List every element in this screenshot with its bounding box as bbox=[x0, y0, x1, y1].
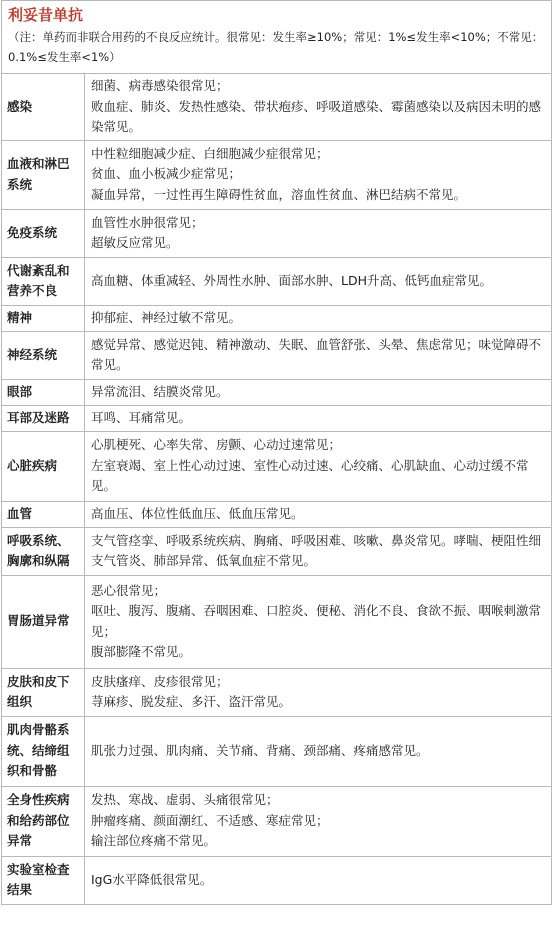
description-line: 抑郁症、神经过敏不常见。 bbox=[91, 309, 242, 325]
description-line: 支气管痉挛、呼吸系统疾病、胸痛、呼吸困难、咳嗽、鼻炎常见。哮喘、梗阻性细支气管炎、肺部异常、低氧血症不常见。 bbox=[91, 532, 542, 568]
table-row bbox=[2, 209, 552, 257]
table-row bbox=[2, 140, 552, 209]
category-cell: 呼吸系统、胸廓和纵隔 bbox=[2, 527, 85, 575]
table-row bbox=[2, 74, 552, 141]
description-line: 异常流泪、结膜炎常见。 bbox=[91, 383, 229, 399]
description-line: 肌张力过强、肌肉痛、关节痛、背痛、颈部痛、疼痛感常见。 bbox=[91, 742, 429, 758]
category-cell: 血液和淋巴系统 bbox=[2, 140, 85, 209]
category-cell: 实验室检查结果 bbox=[2, 856, 85, 904]
description-cell bbox=[85, 140, 552, 209]
document-header bbox=[1, 0, 552, 73]
description-line: 恶心很常见； bbox=[91, 582, 167, 598]
description-line: IgG水平降低很常见。 bbox=[91, 871, 213, 887]
category-cell: 感染 bbox=[2, 74, 85, 141]
category-cell: 皮肤和皮下组织 bbox=[2, 668, 85, 716]
description-line: 皮肤瘙痒、皮疹很常见； bbox=[91, 673, 229, 689]
category-cell: 免疫系统 bbox=[2, 209, 85, 257]
category-cell: 眼部 bbox=[2, 379, 85, 405]
category-cell: 肌肉骨骼系统、结缔组织和骨骼 bbox=[2, 716, 85, 786]
table-row bbox=[2, 257, 552, 305]
table-row bbox=[2, 405, 552, 431]
table-row bbox=[2, 501, 552, 527]
description-cell bbox=[85, 501, 552, 527]
description-cell bbox=[85, 786, 552, 856]
description-line: 荨麻疹、脱发症、多汗、盗汗常见。 bbox=[91, 694, 292, 709]
description-cell bbox=[85, 331, 552, 379]
description-cell bbox=[85, 856, 552, 904]
description-cell bbox=[85, 209, 552, 257]
description-cell bbox=[85, 431, 552, 501]
frequency-note: （注：单药而非联合用药的不良反应统计。很常见：发生率≥10%；常见：1%≤发生率<10%；不常见：0.1%≤发生率<1%） bbox=[8, 30, 544, 64]
description-line: 发热、寒战、虚弱、头痛很常见； bbox=[91, 792, 279, 808]
description-line: 高血压、体位性低血压、低血压常见。 bbox=[91, 505, 304, 521]
table-row bbox=[2, 786, 552, 856]
category-cell: 神经系统 bbox=[2, 331, 85, 379]
category-cell: 耳部及迷路 bbox=[2, 405, 85, 431]
description-line: 中性粒细胞减少症、白细胞减少症很常见； bbox=[91, 145, 329, 161]
description-line: 血管性水肿很常见； bbox=[91, 214, 204, 230]
description-cell bbox=[85, 74, 552, 141]
category-cell: 精神 bbox=[2, 305, 85, 331]
description-line: 超敏反应常见。 bbox=[91, 235, 179, 250]
description-line: 心肌梗死、心率失常、房颤、心动过速常见； bbox=[91, 437, 342, 453]
description-line: 耳鸣、耳痛常见。 bbox=[91, 409, 192, 425]
description-line: 肿瘤疼痛、颜面潮红、不适感、寒症常见； bbox=[91, 812, 329, 828]
drug-title: 利妥昔单抗 bbox=[8, 6, 84, 24]
description-cell bbox=[85, 305, 552, 331]
description-line: 凝血异常，一过性再生障碍性贫血，溶血性贫血、淋巴结病不常见。 bbox=[91, 186, 467, 202]
table-row bbox=[2, 305, 552, 331]
category-cell: 全身性疾病和给药部位异常 bbox=[2, 786, 85, 856]
category-cell: 血管 bbox=[2, 501, 85, 527]
description-cell bbox=[85, 257, 552, 305]
table-row bbox=[2, 431, 552, 501]
description-cell bbox=[85, 716, 552, 786]
table-row bbox=[2, 716, 552, 786]
table-row bbox=[2, 668, 552, 716]
adverse-reaction-table bbox=[1, 73, 552, 905]
description-cell bbox=[85, 527, 552, 575]
description-cell bbox=[85, 379, 552, 405]
description-line: 腹部膨隆不常见。 bbox=[91, 644, 192, 659]
description-line: 呕吐、腹泻、腹痛、吞咽困难、口腔炎、便秘、消化不良、食欲不振、咽喉刺激常见； bbox=[91, 603, 542, 639]
description-cell bbox=[85, 575, 552, 668]
category-cell: 代谢紊乱和营养不良 bbox=[2, 257, 85, 305]
description-cell bbox=[85, 668, 552, 716]
description-line: 感觉异常、感觉迟钝、精神激动、失眠、血管舒张、头晕、焦虑常见；味觉障碍不常见。 bbox=[91, 336, 542, 372]
table-row bbox=[2, 379, 552, 405]
table-row bbox=[2, 527, 552, 575]
description-line: 贫血、血小板减少症常见； bbox=[91, 166, 242, 182]
table-row bbox=[2, 575, 552, 668]
description-cell bbox=[85, 405, 552, 431]
description-line: 细菌、病毒感染很常见； bbox=[91, 78, 229, 93]
category-cell: 心脏疾病 bbox=[2, 431, 85, 501]
description-line: 高血糖、体重减轻、外周性水肿、面部水肿、LDH升高、低钙血症常见。 bbox=[91, 272, 492, 288]
table-row bbox=[2, 856, 552, 904]
table-row bbox=[2, 331, 552, 379]
category-cell: 胃肠道异常 bbox=[2, 575, 85, 668]
table-body bbox=[2, 74, 552, 905]
description-line: 左室衰竭、室上性心动过速、室性心动过速、心绞痛、心肌缺血、心动过缓不常见。 bbox=[91, 457, 529, 494]
description-line: 败血症、肺炎、发热性感染、带状疱疹、呼吸道感染、霉菌感染以及病因未明的感染常见。 bbox=[91, 98, 542, 134]
description-line: 输注部位疼痛不常见。 bbox=[91, 833, 217, 849]
